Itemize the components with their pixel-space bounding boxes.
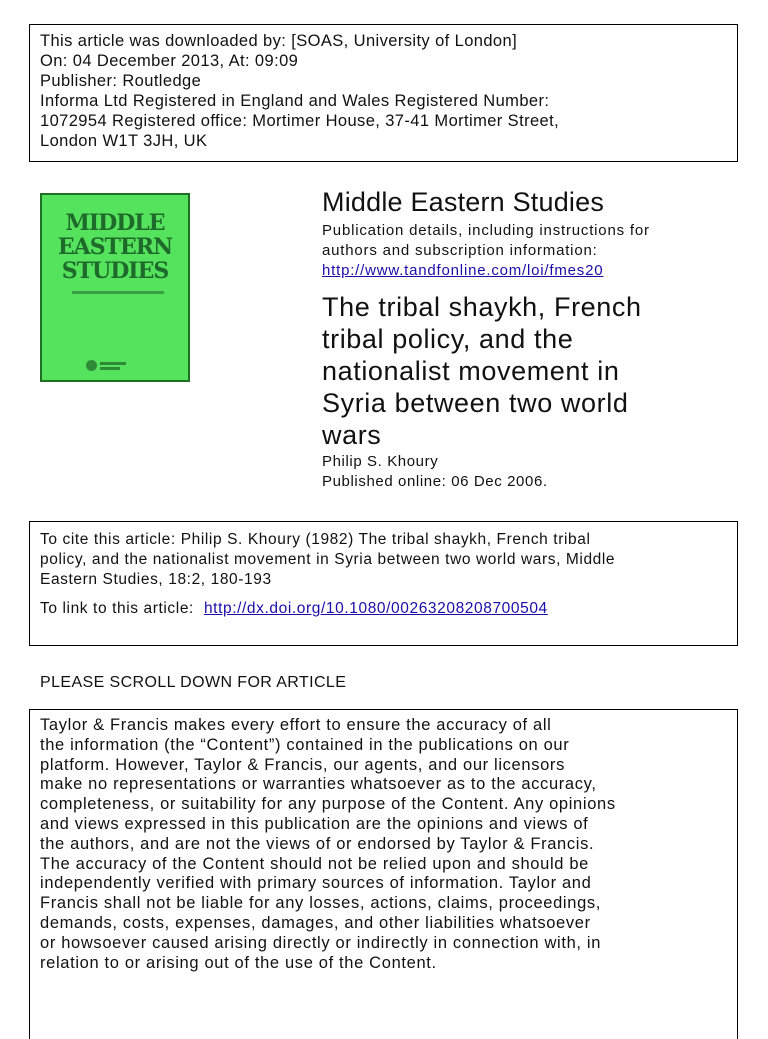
disclaimer-line: Francis shall not be liable for any losses, actions, claims, proceedings, [40, 894, 602, 913]
download-info-box [29, 24, 738, 162]
registration-line: 1072954 Registered office: Mortimer House, 37-41 Mortimer Street, [40, 112, 560, 130]
article-byline [322, 452, 548, 492]
disclaimer-line: relation to or arising out of the use of the Content. [40, 953, 437, 972]
disclaimer-line: or howsoever caused arising directly or indirectly in connection with, in [40, 933, 602, 952]
article-link-row [40, 599, 727, 619]
scroll-down-notice: PLEASE SCROLL DOWN FOR ARTICLE [40, 674, 347, 691]
disclaimer-line: demands, costs, expenses, damages, and other liabilities whatsoever [40, 913, 591, 932]
journal-url-link[interactable]: http://www.tandfonline.com/loi/fmes20 [322, 262, 604, 279]
citation-box [29, 521, 738, 646]
publication-details-line: authors and subscription information: [322, 242, 598, 259]
disclaimer-line: and views expressed in this publication are the opinions and views of [40, 814, 589, 833]
publisher-line: Publisher: Routledge [40, 72, 202, 90]
journal-title: Middle Eastern Studies [322, 187, 605, 217]
download-date-line: On: 04 December 2013, At: 09:09 [40, 52, 299, 70]
article-link-label: To link to this article: [40, 600, 194, 617]
cover-volume-info [72, 291, 164, 294]
author-name: Philip S. Khoury [322, 453, 439, 470]
disclaimer-line: the authors, and are not the views of or endorsed by Taylor & Francis. [40, 834, 595, 853]
publisher-logo-mark [100, 362, 126, 365]
disclaimer-box [29, 709, 738, 1039]
registration-line: London W1T 3JH, UK [40, 132, 208, 150]
article-title: The tribal shaykh, French tribal policy, and the nationalist movement in Syria between two world wars [322, 292, 642, 450]
publication-details-line: Publication details, including instructions for [322, 222, 650, 239]
disclaimer-line: make no representations or warranties whatsoever as to the accuracy, [40, 775, 597, 794]
published-date: Published online: 06 Dec 2006. [322, 473, 548, 490]
download-line: This article was downloaded by: [SOAS, University of London] [40, 32, 518, 50]
routledge-logo-icon [86, 360, 97, 371]
citation-line: policy, and the nationalist movement in Syria between two world wars, Middle [40, 551, 616, 568]
disclaimer-line: Taylor & Francis makes every effort to ensure the accuracy of all [40, 716, 552, 734]
disclaimer-line: independently verified with primary sources of information. Taylor and [40, 874, 592, 893]
citation-line: Eastern Studies, 18:2, 180-193 [40, 571, 272, 588]
doi-link[interactable]: http://dx.doi.org/10.1080/00263208208700504 [203, 600, 548, 617]
disclaimer-line: platform. However, Taylor & Francis, our agents, and our licensors [40, 755, 565, 774]
registration-line: Informa Ltd Registered in England and Wales Registered Number: [40, 92, 550, 110]
disclaimer-line: The accuracy of the Content should not be relied upon and should be [40, 854, 589, 873]
disclaimer-line: completeness, or suitability for any purpose of the Content. Any opinions [40, 795, 616, 814]
journal-cover-image [40, 193, 190, 382]
disclaimer-line: the information (the “Content”) contained in the publications on our [40, 735, 570, 754]
citation-line: To cite this article: Philip S. Khoury (1982) The tribal shaykh, French tribal [40, 531, 591, 548]
cover-title: MIDDLE EASTERN STUDIES [57, 210, 173, 284]
publication-details [322, 221, 650, 281]
publisher-logo-mark [100, 367, 120, 370]
